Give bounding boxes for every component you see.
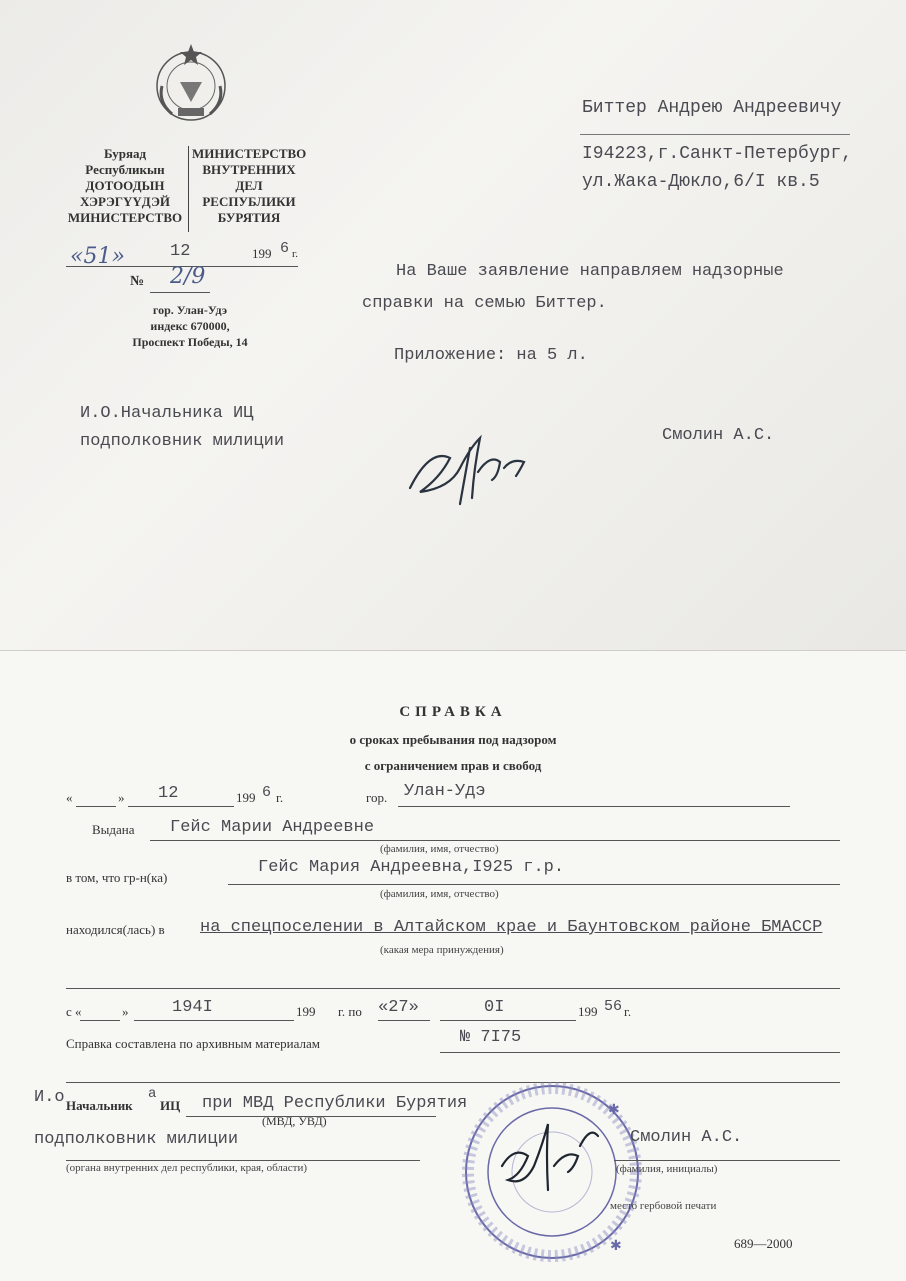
letter-date-suffix: г. [292,248,299,260]
cert-from-label: с « [66,1004,82,1019]
cert-signer-name: Смолин А.С. [630,1128,743,1147]
letter-body-line1: На Ваше заявление направляем надзорные [396,262,784,281]
letter-attachment: Приложение: на 5 л. [394,346,588,365]
certificate-subtitle-2: с ограничением прав и свобод [364,758,542,773]
cert-date-month-line [128,806,234,807]
cert-form-number: 689—2000 [734,1236,793,1251]
cert-archive-line [440,1052,840,1053]
cert-date-day-line [76,806,116,807]
cert-from-year-typed: 194I [172,998,213,1017]
letter-signature [400,418,540,514]
cert-that-label: в том, что гр-н(ка) [66,870,168,885]
cert-issued-label: Выдана [92,822,135,837]
recipient-address-line2: ул.Жака-Дюкло,6/I кв.5 [582,172,820,192]
cert-issued-line [150,840,840,841]
certificate-subtitle-1: о сроках пребывания под надзором [349,732,557,747]
cert-date-quote-open: « [66,790,73,805]
recipient-address-line1: I94223,г.Санкт-Петербург, [582,144,853,164]
cert-date-quote-close: » [118,790,125,805]
letter-signer-name: Смолин А.С. [662,426,775,445]
certificate-signature [494,1106,604,1202]
letter-body-line2: справки на семью Биттер. [362,294,607,313]
cert-to-suffix: г. [624,1004,632,1019]
cert-rank: подполковник милиции [34,1130,239,1149]
ministry-name-russian: МИНИСТЕРСТВО ВНУТРЕННИХ ДЕЛ РЕСПУБЛИКИ БУРЯТИЯ [192,146,307,225]
cert-chief-label: Начальник [66,1098,133,1113]
cert-organ-caption: (органа внутренних дел республики, края, области) [66,1162,308,1174]
cert-to-month: 0I [484,998,505,1017]
certificate-title: СПРАВКА [399,704,507,720]
cert-from-year: 199 [296,1004,316,1019]
letter-signer-title-1: И.О.Начальника ИЦ [80,404,254,423]
cert-city-value: Улан-Удэ [404,782,486,801]
cert-city-label: гор. [366,790,388,805]
cert-chief-prefix: И.о [34,1088,65,1107]
cert-measure-caption: (какая мера принуждения) [380,944,504,956]
cert-to-month-line [440,1020,576,1021]
cert-signer-line [614,1160,840,1161]
letter-date-year-typed: 6 [280,240,290,257]
cert-date-year-typed: 6 [262,784,272,801]
cert-that-value: Гейс Мария Андреевна,I925 г.р. [258,858,565,877]
svg-text:✱: ✱ [610,1238,622,1254]
cert-from-day-line [80,1020,120,1021]
cert-to-year-typed: 56 [604,998,623,1015]
cert-archive-value: № 7I75 [460,1028,522,1047]
cert-chief-suffix: а [148,1086,157,1102]
ministry-divider [188,146,189,232]
letter-date-month: 12 [170,242,191,261]
cert-from-close: » [122,1004,129,1019]
cert-to-day: «27» [378,998,419,1017]
cert-archive-line2 [66,1082,840,1083]
letter-number-value: 2/9 [170,264,206,289]
letter-signer-title-2: подполковник милиции [80,432,285,451]
cert-issued-caption: (фамилия, имя, отчество) [380,843,499,855]
letter-number-label: № [130,274,145,289]
cert-was-value: на спецпоселении в Алтайском крае и Баунтовском районе БМАССР [200,918,823,937]
cert-was-label: находился(лась) в [66,922,165,937]
cert-organ-line [66,1160,420,1161]
cert-date-year: 199 [236,790,256,805]
cert-date-month: 12 [158,784,179,803]
cert-to-day-line [378,1020,430,1021]
cert-ic-value: при МВД Республики Бурятия [202,1094,468,1113]
cert-date-suffix: г. [276,790,284,805]
cert-that-caption: (фамилия, имя, отчество) [380,888,499,900]
cert-ic-label: ИЦ [160,1098,181,1113]
cert-archive-label: Справка составлена по архивным материалам [66,1036,320,1051]
cert-mvd-caption: (МВД, УВД) [262,1114,327,1128]
cert-from-suffix: г. по [338,1004,362,1019]
cert-issued-value: Гейс Марии Андреевне [170,818,375,837]
cert-name-caption: (фамилия, инициалы) [616,1163,718,1175]
letter-date-year: 199 [252,246,272,261]
letter-number-line [150,292,210,293]
cert-that-line [228,884,840,885]
cert-measure-line2 [66,988,840,989]
recipient-name: Биттер Андрею Андреевичу [582,98,842,118]
letter-date-day: «51» [70,244,125,269]
ministry-name-buryat: Буряад Республикын ДОТООДЫН ХЭРЭГҮҮДЭЙ МИНИСТЕРСТВО [67,146,183,225]
cert-city-line [398,806,790,807]
cert-seal-caption: место гербовой печати [610,1200,717,1212]
cert-from-month-line [134,1020,294,1021]
cert-to-year: 199 [578,1004,598,1019]
svg-text:✱: ✱ [608,1102,620,1118]
recipient-separator [580,134,850,135]
coat-of-arms-emblem [152,42,230,124]
ministry-address: гор. Улан-Удэ индекс 670000, Проспект Победы, 14 [132,303,248,349]
